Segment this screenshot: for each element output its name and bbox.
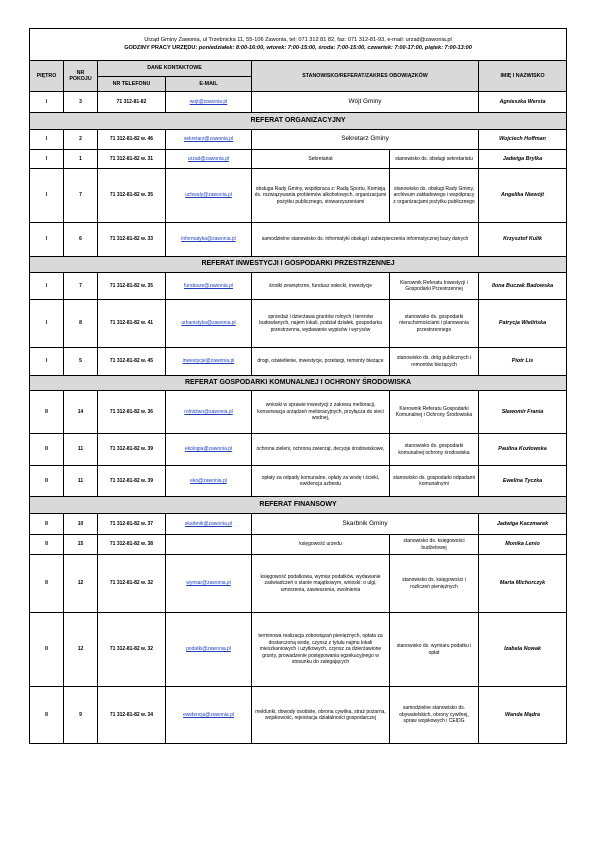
floor-cell: I bbox=[30, 130, 64, 150]
duties-cell: terminowa realizacja zobowiązań pieniężnych, opłata za dostarczoną wodę, czynsz z tytułu najmu lokali mieszkaniowych i użytkowych, czynsz za dzierżawione grunty, prowadzenie postępowania egzekucyjnego w stosunku do zalegających bbox=[252, 613, 390, 687]
email-link[interactable]: uchwaly@zawonia.pl bbox=[185, 192, 232, 199]
room-cell: 10 bbox=[64, 514, 98, 535]
floor-cell: II bbox=[30, 391, 64, 434]
email-link[interactable]: fundusze@zawonia.pl bbox=[184, 282, 233, 289]
role-cell: stanowisko ds. dróg publicznych i remontów bieżących bbox=[390, 348, 479, 376]
email-column-header: E-MAIL bbox=[166, 77, 252, 92]
role-cell: stanowisko ds. gospodarki komunalnej ochrony środowiska bbox=[390, 434, 479, 466]
employee-name-cell: Patrycja Wielińska bbox=[479, 300, 567, 348]
floor-cell: II bbox=[30, 613, 64, 687]
employee-name-cell: Jadwiga Brylka bbox=[479, 150, 567, 169]
email-cell bbox=[166, 466, 252, 497]
duties-cell: wnioski w sprawie inwestycji z zakresu melioracji, konserwacja urządzeń melioracyjnych, przyłącza do sieci wodnej, bbox=[252, 391, 390, 434]
section-header-row bbox=[30, 257, 567, 273]
email-link[interactable]: ekologia@zawonia.pl bbox=[184, 446, 233, 453]
floor-cell: II bbox=[30, 535, 64, 555]
table-row bbox=[30, 555, 567, 613]
employee-name-cell: Monika Lenio bbox=[479, 535, 567, 555]
duties-cell: ochrona zieleni, ochrona zwierząt, decyzje środowiskowe, bbox=[252, 434, 390, 466]
office-info bbox=[30, 29, 567, 61]
room-cell: 5 bbox=[64, 348, 98, 376]
phone-cell: 71 312-81-82 w. 35 bbox=[98, 273, 166, 300]
table-row bbox=[30, 150, 567, 169]
phone-column-header: NR TELEFONU bbox=[98, 77, 166, 92]
role-cell: samodzielne stanowisko ds. obywatelskich, obrony cywilnej, spraw wojskowych i CEIDG bbox=[390, 687, 479, 744]
role-cell: stanowisko ds. obsługi sekretariatu bbox=[390, 150, 479, 169]
employee-name-cell: Wanda Mądra bbox=[479, 687, 567, 744]
email-link[interactable]: podatki@zawonia.pl bbox=[186, 646, 231, 653]
name-column-header: IMIĘ I NAZWISKO bbox=[479, 61, 567, 92]
table-row bbox=[30, 514, 567, 535]
room-column-header: NR POKOJU bbox=[64, 61, 98, 92]
duties-cell: obsługa Rady Gminy, współpraca z: Radą Sportu, Komisją ds. rozwiązywania problemów alkoholowych, organizacjami pożytku publicznego, stowarzyszeniami bbox=[252, 169, 390, 223]
table-row bbox=[30, 535, 567, 555]
floor-cell: I bbox=[30, 92, 64, 113]
phone-cell: 71 312-81-82 w. 32 bbox=[98, 613, 166, 687]
email-link[interactable]: sekretarz@zawonia.pl bbox=[183, 136, 234, 143]
column-header-row bbox=[30, 61, 567, 77]
room-cell: 11 bbox=[64, 466, 98, 497]
floor-cell: II bbox=[30, 687, 64, 744]
phone-cell: 71 312-81-82 w. 45 bbox=[98, 348, 166, 376]
phone-cell: 71 312-81-82 w. 32 bbox=[98, 555, 166, 613]
floor-cell: I bbox=[30, 150, 64, 169]
duties-cell: opłaty za odpady komunalne, opłaty za wodę i ścieki, ewidencja azbestu bbox=[252, 466, 390, 497]
email-cell bbox=[166, 687, 252, 744]
phone-cell: 71 312-81-82 w. 38 bbox=[98, 535, 166, 555]
duties-cell: drogi, oświetlenie, inwestycje, przetargi, remonty bieżące bbox=[252, 348, 390, 376]
floor-column-header: PIĘTRO bbox=[30, 61, 64, 92]
floor-cell: II bbox=[30, 514, 64, 535]
room-cell: 15 bbox=[64, 535, 98, 555]
email-cell bbox=[166, 434, 252, 466]
email-cell bbox=[166, 92, 252, 113]
phone-cell: 71 312-81-82 w. 37 bbox=[98, 514, 166, 535]
duties-cell: samodzielne stanowisko ds. informatyki obsługi i zabezpieczenia informatycznej bazy danych bbox=[252, 223, 479, 257]
role-cell: Kierownik Referatu Gospodarki Komunalnej i Ochrony Środowiska bbox=[390, 391, 479, 434]
email-cell bbox=[166, 348, 252, 376]
room-cell: 11 bbox=[64, 434, 98, 466]
table-row bbox=[30, 434, 567, 466]
table-row bbox=[30, 348, 567, 376]
section-header-row bbox=[30, 376, 567, 391]
employee-name-cell: Krzysztof Kulik bbox=[479, 223, 567, 257]
table-row bbox=[30, 300, 567, 348]
duties-cell: sprzedaż i dzierżawa gruntów rolnych i terenów budowlanych, najem lokali, podział działek, gospodarka przestrzenna, wydawanie wypisów i wyrysów bbox=[252, 300, 390, 348]
table-row bbox=[30, 169, 567, 223]
email-cell bbox=[166, 514, 252, 535]
duties-cell: Sekretarz Gminy bbox=[252, 130, 479, 150]
section-title: REFERAT INWESTYCJI I GOSPODARKI PRZESTRZENNEJ bbox=[30, 257, 567, 273]
email-link[interactable]: ewidencja@zawonia.pl bbox=[183, 711, 234, 718]
phone-cell: 71 312-81-82 w. 46 bbox=[98, 130, 166, 150]
section-title: REFERAT GOSPODARKI KOMUNALNEJ I OCHRONY ŚRODOWISKA bbox=[30, 376, 567, 391]
phone-cell: 71 312-81-82 w. 34 bbox=[98, 687, 166, 744]
role-cell: stanowisko ds. wymiaru podatku i opłat bbox=[390, 613, 479, 687]
email-cell bbox=[166, 535, 252, 555]
room-cell: 12 bbox=[64, 613, 98, 687]
email-link[interactable]: eko@zawonia.pl bbox=[190, 477, 227, 484]
room-cell: 8 bbox=[64, 300, 98, 348]
section-header-row bbox=[30, 497, 567, 514]
employee-name-cell: Angelika Niewójt bbox=[479, 169, 567, 223]
employee-name-cell: Izabela Nowak bbox=[479, 613, 567, 687]
floor-cell: I bbox=[30, 169, 64, 223]
table-row bbox=[30, 130, 567, 150]
phone-cell: 71 312-81-82 w. 39 bbox=[98, 434, 166, 466]
email-cell bbox=[166, 613, 252, 687]
table-row bbox=[30, 613, 567, 687]
duties-cell: meldunki, dowody osobiste, obrona cywilna, straż pożarna, wojskowość, rejestracja działalności gospodarczej bbox=[252, 687, 390, 744]
email-cell bbox=[166, 391, 252, 434]
employee-name-cell: Piotr Lis bbox=[479, 348, 567, 376]
email-link[interactable]: urbanistyka@zawonia.pl bbox=[181, 320, 236, 327]
table-row bbox=[30, 223, 567, 257]
room-cell: 9 bbox=[64, 687, 98, 744]
room-cell: 7 bbox=[64, 169, 98, 223]
section-title: REFERAT FINANSOWY bbox=[30, 497, 567, 514]
employee-name-cell: Marta Michorczyk bbox=[479, 555, 567, 613]
room-cell: 3 bbox=[64, 92, 98, 113]
role-cell: stanowisko ds. księgowości i rozliczeń pieniężnych bbox=[390, 555, 479, 613]
table-row bbox=[30, 466, 567, 497]
phone-cell: 71 312-81-82 w. 39 bbox=[98, 466, 166, 497]
room-cell: 2 bbox=[64, 130, 98, 150]
table-row bbox=[30, 92, 567, 113]
office-hours-label: GODZINY PRACY URZĘDU: bbox=[124, 44, 198, 51]
employee-name-cell: Sławomir Frania bbox=[479, 391, 567, 434]
email-cell bbox=[166, 130, 252, 150]
floor-cell: II bbox=[30, 466, 64, 497]
duties-cell: Sekretariat bbox=[252, 150, 390, 169]
role-cell: stanowisko ds. gospodarki odpadami komunalnymi bbox=[390, 466, 479, 497]
room-cell: 1 bbox=[64, 150, 98, 169]
email-link[interactable]: inwestycje@zawonia.pl bbox=[182, 358, 235, 365]
employee-name-cell: Jadwiga Kaczmarek bbox=[479, 514, 567, 535]
floor-cell: I bbox=[30, 300, 64, 348]
email-link[interactable]: rolnictwo@zawonia.pl bbox=[184, 408, 233, 415]
table-row bbox=[30, 391, 567, 434]
section-title: REFERAT ORGANIZACYJNY bbox=[30, 113, 567, 130]
employee-name-cell: Wojciech Hoffman bbox=[479, 130, 567, 150]
phone-cell: 71 312-81-82 bbox=[98, 92, 166, 113]
phone-cell: 71 312-81-82 w. 31 bbox=[98, 150, 166, 169]
duties-cell: Skarbnik Gminy bbox=[252, 514, 479, 535]
room-cell: 7 bbox=[64, 273, 98, 300]
duties-cell: Wójt Gminy bbox=[252, 92, 479, 113]
email-link[interactable]: wymiar@zawonia.pl bbox=[186, 580, 231, 587]
email-cell bbox=[166, 300, 252, 348]
phone-cell: 71 312-81-82 w. 41 bbox=[98, 300, 166, 348]
contact-column-header: DANE KONTAKTOWE bbox=[98, 61, 252, 77]
role-cell: Kierownik Referatu Inwestycji i Gospodarki Przestrzennej bbox=[390, 273, 479, 300]
office-address-line: Urząd Gminy Zawonia, ul Trzebnicka 11, 55-106 Zawonia, tel: 071 312 81 82, faz: 071 312-81-93, e-mail: urzad@zawonia.pl bbox=[144, 37, 452, 43]
office-info-row bbox=[30, 29, 567, 61]
employee-name-cell: Agnieszka Wersta bbox=[479, 92, 567, 113]
room-cell: 6 bbox=[64, 223, 98, 257]
email-link[interactable]: skarbnik@zawonia.pl bbox=[184, 520, 233, 527]
office-hours-text: poniedziałek: 8:00-16:00, wtorek: 7:00-15:00, środa: 7:00-15:00, czwartek: 7:00-17:00, piątek: 7:00-13:00 bbox=[198, 44, 472, 51]
floor-cell: I bbox=[30, 223, 64, 257]
position-column-header: STANOWISKO/REFERAT/ZAKRES OBOWIĄZKÓW bbox=[252, 61, 479, 92]
role-cell: stanowisko ds. gospodarki nieruchomościami i planowania przestrzennego bbox=[390, 300, 479, 348]
phone-cell: 71 312-81-82 w. 35 bbox=[98, 169, 166, 223]
office-hours-line bbox=[32, 45, 564, 53]
employee-name-cell: Paulina Kozłowska bbox=[479, 434, 567, 466]
employee-name-cell: Ilona Buczak Badowska bbox=[479, 273, 567, 300]
duties-cell: księgowość urzedu bbox=[252, 535, 390, 555]
email-cell bbox=[166, 223, 252, 257]
email-link[interactable]: wojt@zawonia.pl bbox=[189, 98, 228, 105]
table-row bbox=[30, 687, 567, 744]
duties-cell: księgowość podatkowa, wymiar podatków, wydawanie zaświadczeń o stanie majątkowym, wnioski: o ulgi, umorzenia, zawieszenia, zwolnienia bbox=[252, 555, 390, 613]
section-header-row bbox=[30, 113, 567, 130]
floor-cell: II bbox=[30, 555, 64, 613]
phone-cell: 71 312-81-82 w. 33 bbox=[98, 223, 166, 257]
email-link[interactable]: urzad@zawonia.pl bbox=[187, 155, 230, 162]
role-cell: stanowisko ds. obsługi Rady Gminy, archiwum zakładowego i współpracy z organizacjami pożytku publicznego bbox=[390, 169, 479, 223]
email-cell bbox=[166, 169, 252, 223]
floor-cell: I bbox=[30, 273, 64, 300]
email-cell bbox=[166, 555, 252, 613]
floor-cell: II bbox=[30, 434, 64, 466]
employee-name-cell: Ewelina Tyczka bbox=[479, 466, 567, 497]
floor-cell: I bbox=[30, 348, 64, 376]
room-cell: 14 bbox=[64, 391, 98, 434]
email-cell bbox=[166, 273, 252, 300]
email-link[interactable]: informatyka@zawonia.pl bbox=[181, 236, 236, 243]
room-cell: 12 bbox=[64, 555, 98, 613]
staff-directory-table bbox=[29, 28, 567, 744]
phone-cell: 71 312-81-82 w. 36 bbox=[98, 391, 166, 434]
email-cell bbox=[166, 150, 252, 169]
duties-cell: środki zewnętrzne, fundusz sołecki, inwestycje bbox=[252, 273, 390, 300]
table-row bbox=[30, 273, 567, 300]
role-cell: stanowisko ds. księgowości budżetowej bbox=[390, 535, 479, 555]
